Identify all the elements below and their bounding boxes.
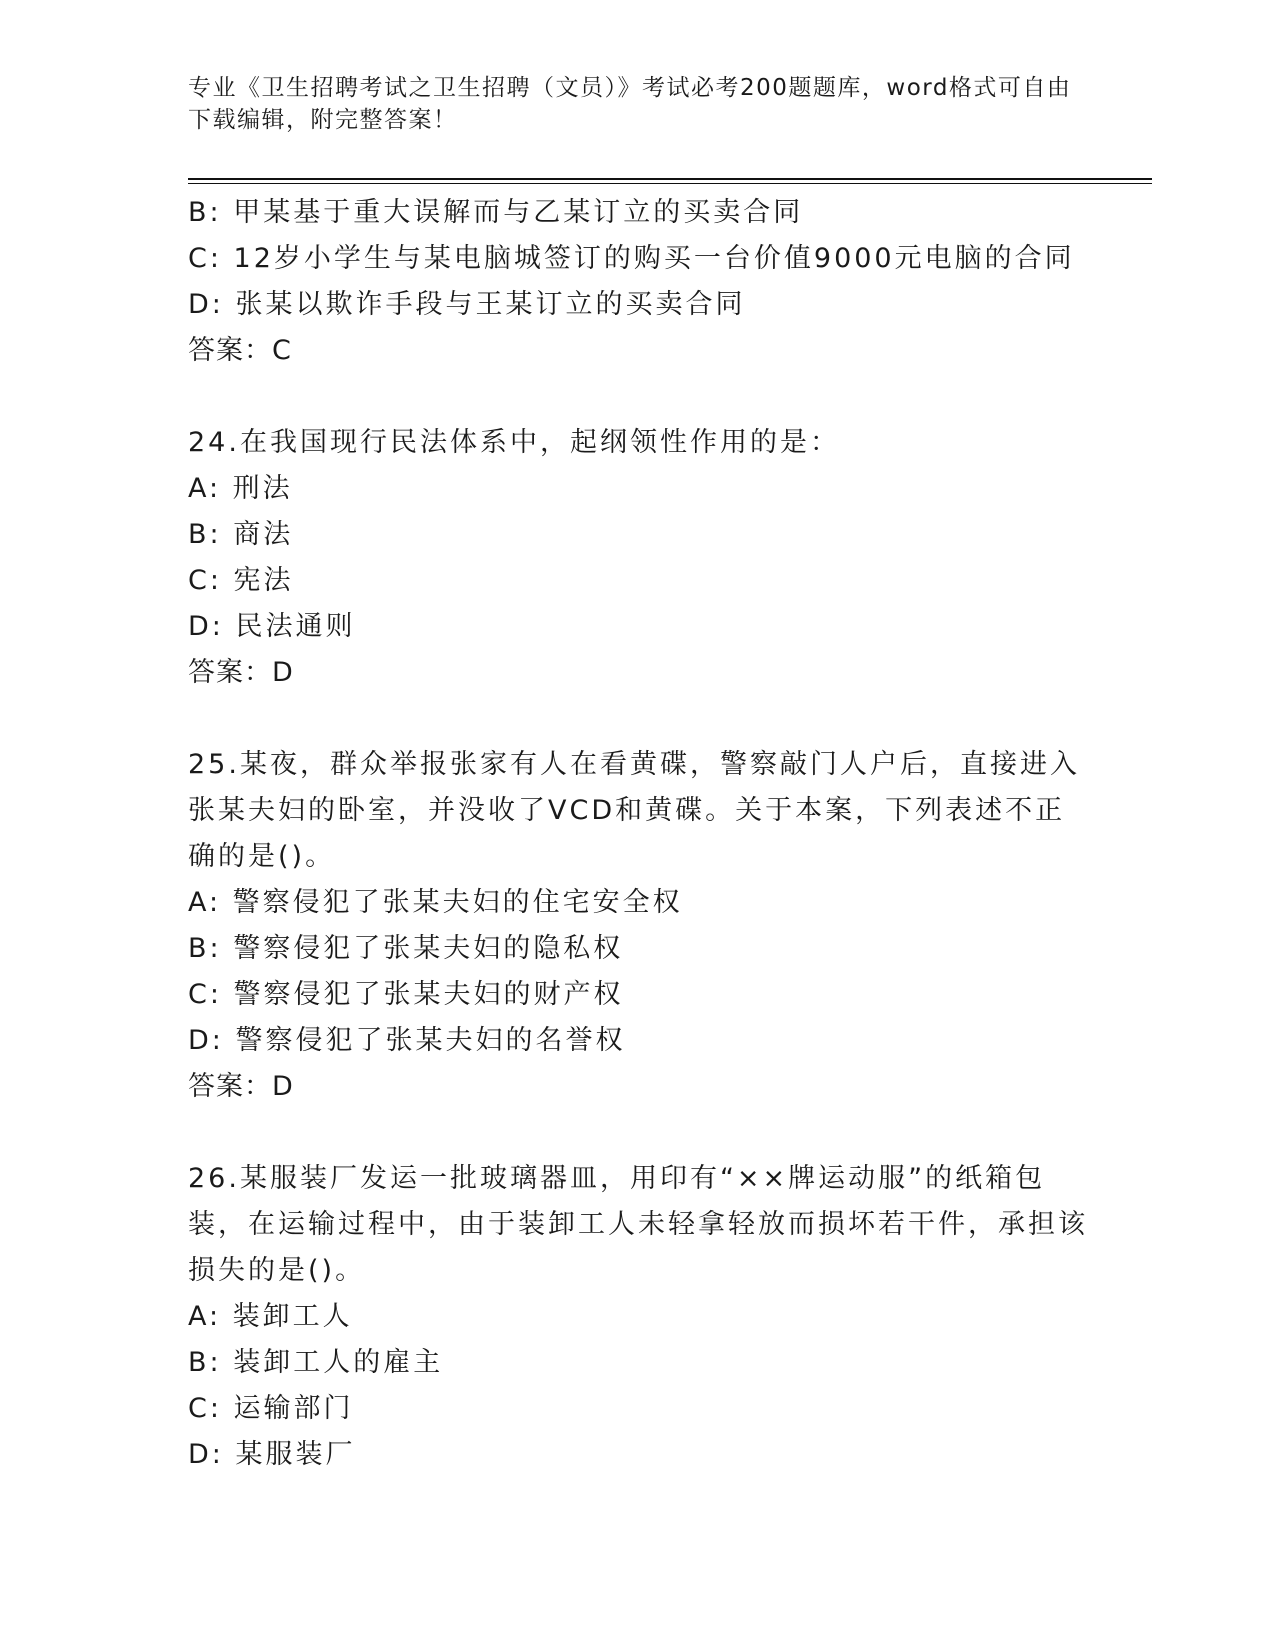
option-c: C: 警察侵犯了张某夫妇的财产权: [188, 979, 624, 1010]
document-header: 专业《卫生招聘考试之卫生招聘（文员）》考试必考200题题库，word格式可自由下载编辑，附完整答案！: [188, 75, 1072, 133]
option-b: B: 商法: [188, 519, 294, 550]
option-d: D: 张某以欺诈手段与王某订立的买卖合同: [188, 289, 746, 320]
question-content: [188, 190, 1088, 1478]
option-d: D: 某服装厂: [188, 1439, 356, 1470]
option-a: A: 刑法: [188, 473, 293, 504]
option-b: B: 警察侵犯了张某夫妇的隐私权: [188, 933, 624, 964]
answer-line: 答案：D: [188, 657, 294, 688]
option-c: C: 宪法: [188, 565, 294, 596]
option-a: A: 装卸工人: [188, 1301, 353, 1332]
question-24: [188, 420, 1088, 696]
answer-line: 答案：D: [188, 1071, 294, 1102]
option-c: C: 运输部门: [188, 1393, 354, 1424]
question-text: 24.在我国现行民法体系中，起纲领性作用的是：: [188, 427, 840, 458]
option-b: B: 装卸工人的雇主: [188, 1347, 444, 1378]
question-26: [188, 1156, 1088, 1478]
option-b: B: 甲某基于重大误解而与乙某订立的买卖合同: [188, 197, 804, 228]
answer-line: 答案：C: [188, 335, 292, 366]
prev-question-block: [188, 190, 1088, 374]
header-divider-thick: [188, 178, 1152, 180]
option-a: A: 警察侵犯了张某夫妇的住宅安全权: [188, 887, 683, 918]
option-d: D: 警察侵犯了张某夫妇的名誉权: [188, 1025, 626, 1056]
question-25: [188, 742, 1088, 1110]
question-text: 26.某服装厂发运一批玻璃器皿，用印有“××牌运动服”的纸箱包装，在运输过程中，由于装卸工人未轻拿轻放而损坏若干件，承担该损失的是()。: [188, 1163, 1088, 1286]
option-c: C: 12岁小学生与某电脑城签订的购买一台价值9000元电脑的合同: [188, 243, 1075, 274]
header-divider-thin: [188, 183, 1152, 184]
option-d: D: 民法通则: [188, 611, 356, 642]
question-text: 25.某夜，群众举报张家有人在看黄碟，警察敲门人户后，直接进入张某夫妇的卧室，并没收了VCD和黄碟。关于本案，下列表述不正确的是()。: [188, 749, 1080, 872]
